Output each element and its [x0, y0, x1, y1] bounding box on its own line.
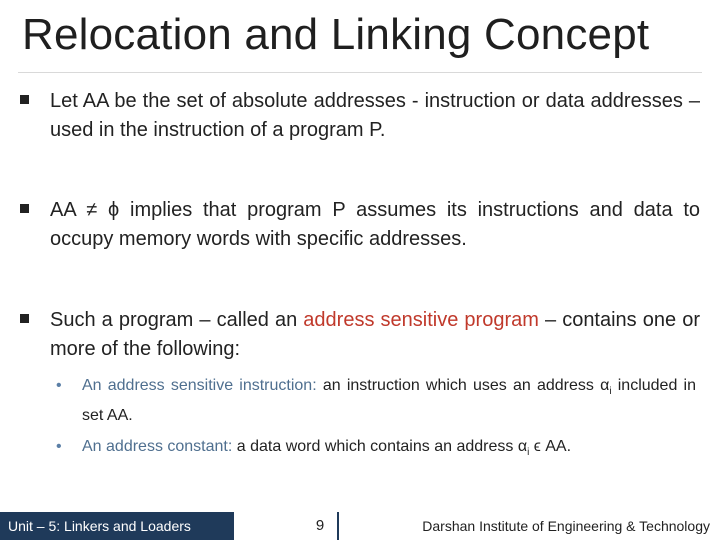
bullet-item-3 [20, 306, 700, 364]
bullet-text: Let AA be the set of absolute addresses - instruction or data addresses – used in the instruction of a program P. [50, 90, 700, 141]
bullet-text: Such a program – called an address sensitive program – contains one or more of the following: [50, 309, 700, 360]
sub-bullet-term: An address sensitive instruction: [82, 377, 317, 394]
bullet-item-2 [20, 196, 700, 254]
sub-bullet-item-2 [56, 435, 696, 465]
round-bullet-icon: • [56, 438, 62, 455]
footer-institute: Darshan Institute of Engineering & Technology [422, 518, 710, 534]
slide-title: Relocation and Linking Concept [22, 10, 650, 59]
square-bullet-icon [20, 204, 29, 213]
footer-separator [337, 512, 339, 540]
sub-bullet-item-1 [56, 374, 696, 428]
sub-bullet-text: An address constant: a data word which contains an address $\alpha_i$ ϵ AA. [82, 438, 572, 459]
bullet-text: AA ≠ ϕ implies that program P assumes its instructions and data to occupy memory words with specific addresses. [50, 199, 700, 250]
square-bullet-icon [20, 95, 29, 104]
sub-bullet-term: An address constant: [82, 438, 233, 455]
bullet-item-1 [20, 87, 700, 145]
footer-unit-label: Unit – 5: Linkers and Loaders [0, 512, 234, 540]
page-number: 9 [315, 517, 325, 534]
slide-footer [0, 512, 720, 540]
sub-bullet-text: An address sensitive instruction: an instruction which uses an address $\alpha_i$ included in set AA. [82, 377, 696, 425]
title-divider [18, 72, 702, 73]
round-bullet-icon: • [56, 377, 62, 394]
square-bullet-icon [20, 314, 29, 323]
highlighted-term: address sensitive program [303, 309, 539, 331]
